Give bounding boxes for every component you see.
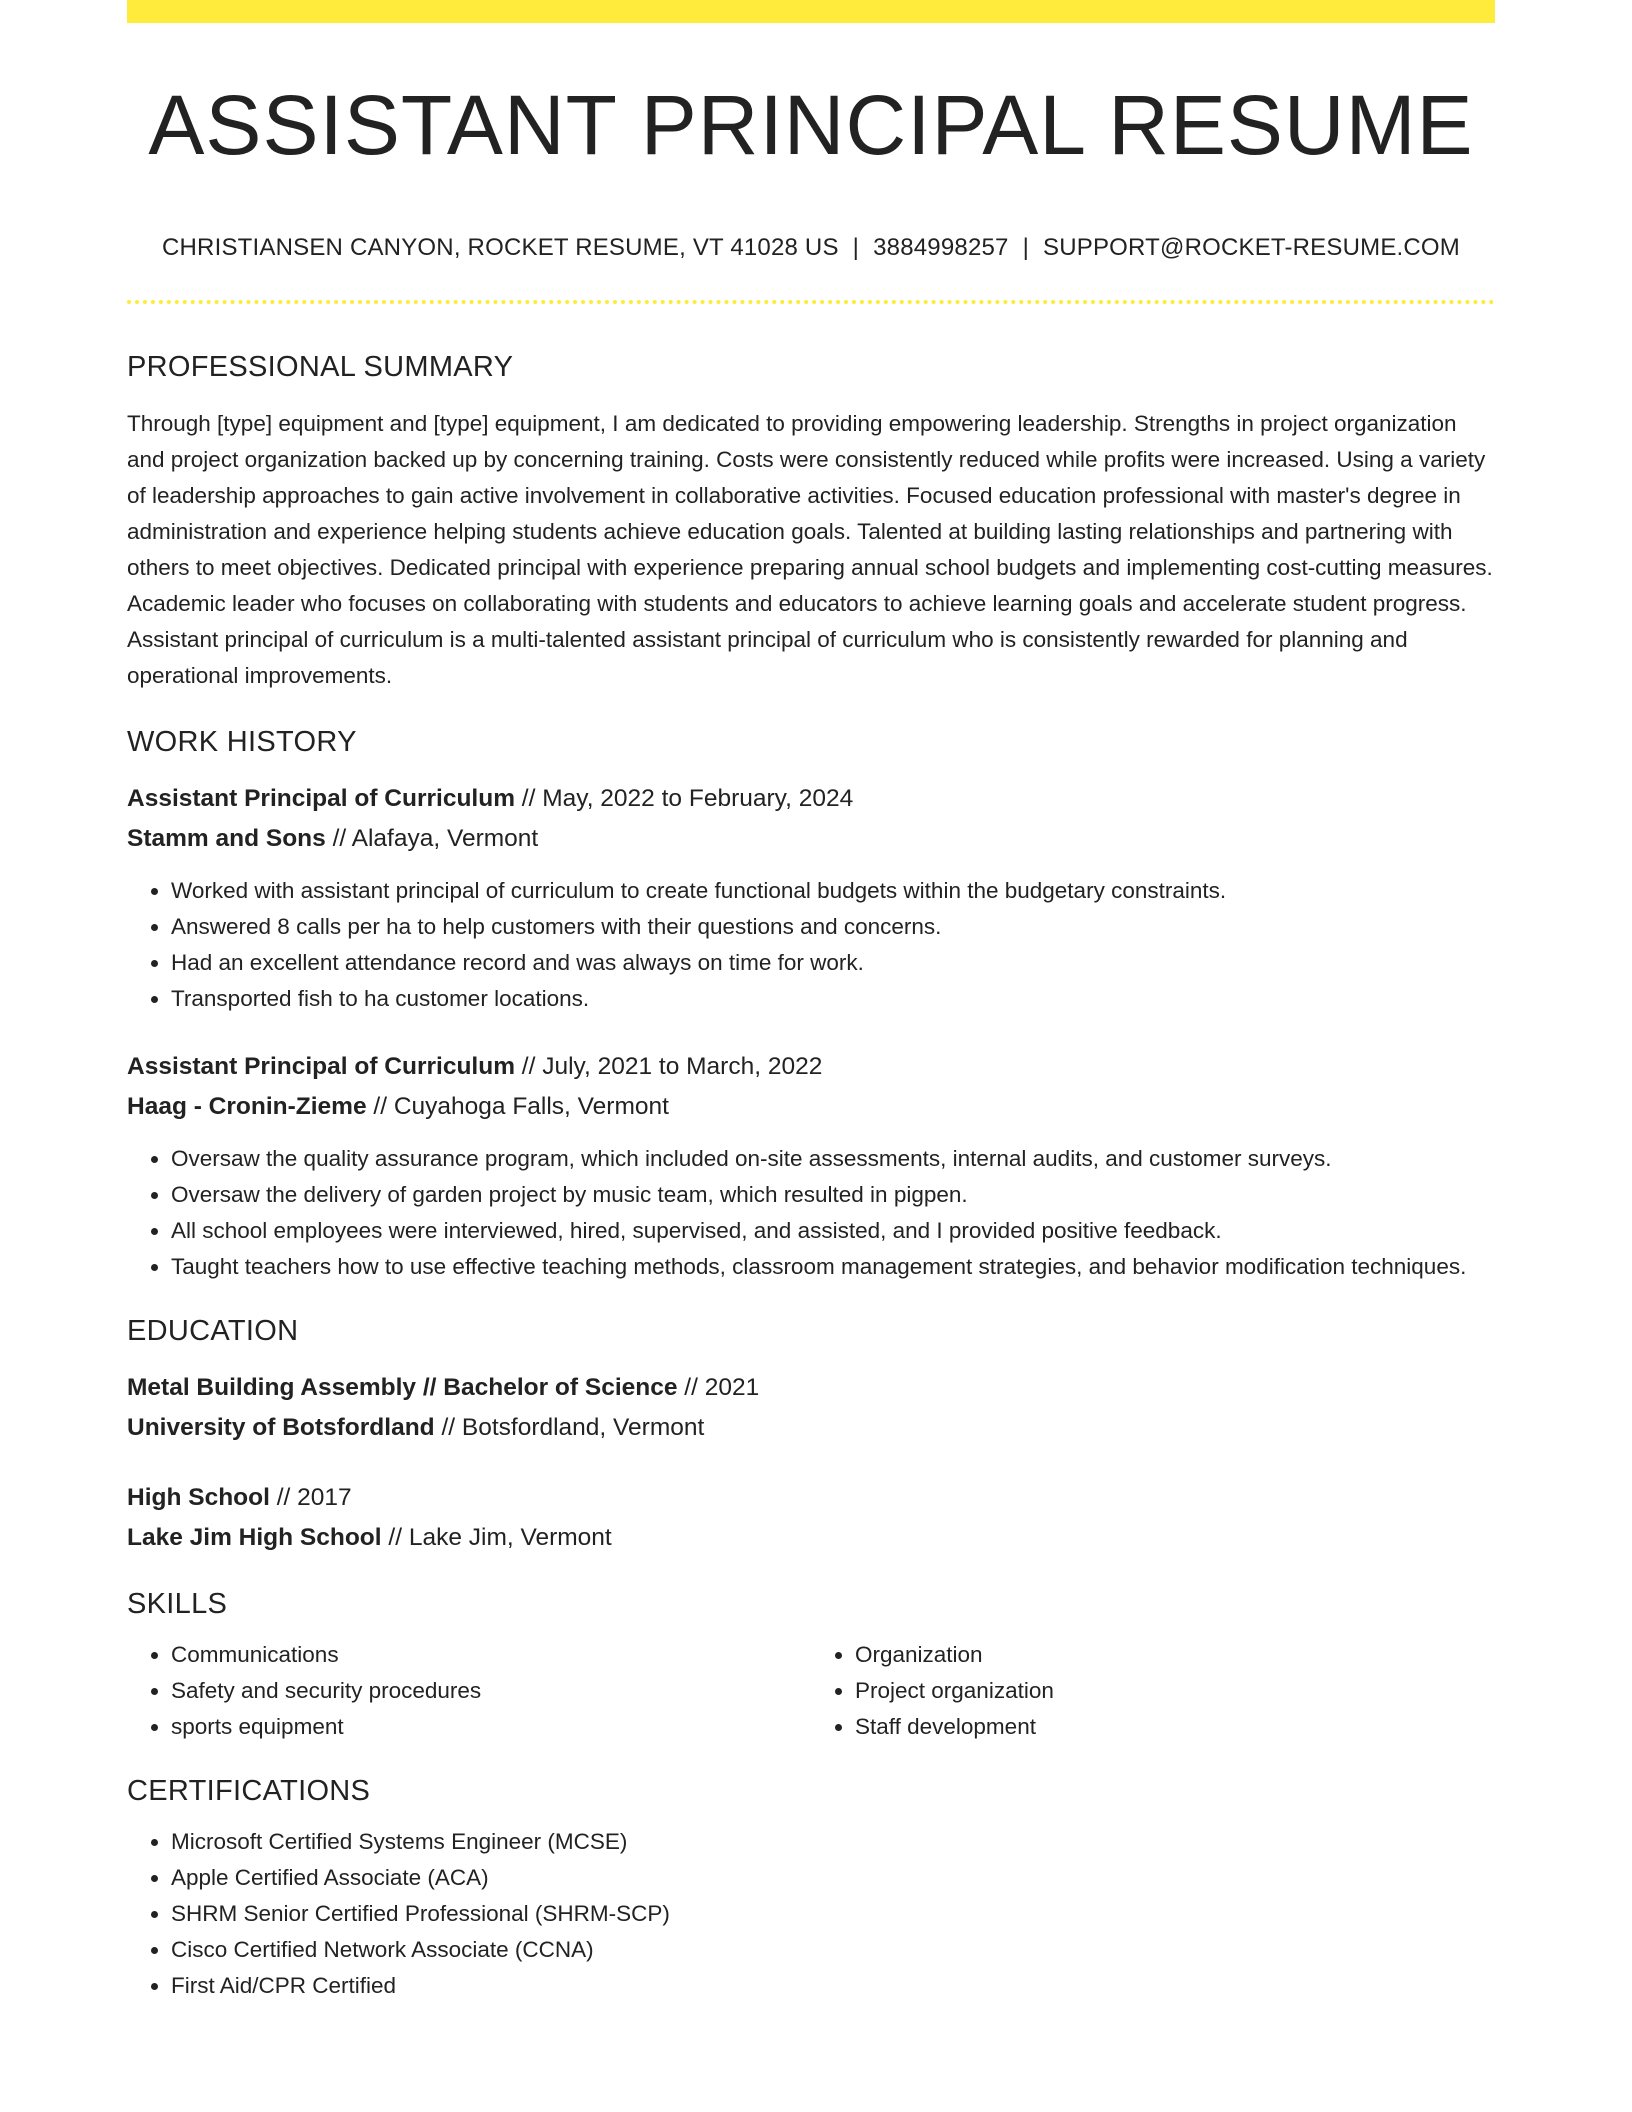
job-bullet: • Oversaw the delivery of garden project by music team, which resulted in pigpen. bbox=[171, 1177, 1495, 1213]
contact-email: SUPPORT@ROCKET-RESUME.COM bbox=[1043, 234, 1460, 261]
job-title-line bbox=[127, 779, 1495, 819]
job-entry bbox=[127, 1047, 1495, 1285]
school-line bbox=[127, 1518, 1495, 1558]
job-bullet: • Answered 8 calls per ha to help customers with their questions and concerns. bbox=[171, 909, 1495, 945]
education-entry bbox=[127, 1478, 1495, 1558]
skills-column-right bbox=[811, 1637, 1495, 1745]
skill-item: • Staff development bbox=[855, 1709, 1495, 1745]
job-dates: // July, 2021 to March, 2022 bbox=[515, 1053, 823, 1080]
job-company-line bbox=[127, 819, 1495, 859]
skill-item: • Communications bbox=[171, 1637, 811, 1673]
accent-top-bar bbox=[127, 0, 1495, 23]
job-dates: // May, 2022 to February, 2024 bbox=[515, 785, 854, 812]
summary-heading: PROFESSIONAL SUMMARY bbox=[127, 351, 514, 383]
job-bullets bbox=[127, 873, 1495, 1017]
job-bullet: • Worked with assistant principal of curriculum to create functional budgets within the budgetary constraints. bbox=[171, 873, 1495, 909]
job-title: Assistant Principal of Curriculum bbox=[127, 1053, 515, 1080]
certifications-section bbox=[127, 1775, 1495, 2004]
job-bullet: • Taught teachers how to use effective teaching methods, classroom management strategies, and behavior modification techniques. bbox=[171, 1249, 1495, 1285]
skill-item: • Safety and security procedures bbox=[171, 1673, 811, 1709]
skill-item: • Project organization bbox=[855, 1673, 1495, 1709]
job-title-line bbox=[127, 1047, 1495, 1087]
skill-item: • sports equipment bbox=[171, 1709, 811, 1745]
job-bullet: • Transported fish to ha customer locations. bbox=[171, 981, 1495, 1017]
job-company: Stamm and Sons bbox=[127, 825, 326, 852]
certifications-list bbox=[127, 1824, 1495, 2004]
job-bullet: • Had an excellent attendance record and was always on time for work. bbox=[171, 945, 1495, 981]
school-name: Lake Jim High School bbox=[127, 1524, 382, 1551]
job-bullet: • All school employees were interviewed, hired, supervised, and assisted, and I provided positive feedback. bbox=[171, 1213, 1495, 1249]
contact-address: CHRISTIANSEN CANYON, ROCKET RESUME, VT 41028 US bbox=[161, 234, 839, 261]
school-location: // Lake Jim, Vermont bbox=[381, 1524, 612, 1551]
contact-separator: | bbox=[852, 234, 860, 261]
summary-text: Through [type] equipment and [type] equipment, I am dedicated to providing empowering leadership. Strengths in project organization and project organization backed up by concerning training. Costs were consistently reduced while profits were increased. Using a variety of leadership approaches to gain active involvement in collaborative activities. Focused education professional with master's degree in administration and experience helping students achieve education goals. Talented at building lasting relationships and partnering with others to meet objectives. Dedicated principal with experience preparing annual school budgets and implementing cost-cutting measures. Academic leader who focuses on collaborating with students and educators to achieve learning goals and accelerate student progress. Assistant principal of curriculum is a multi-talented assistant principal of curriculum who is consistently rewarded for planning and operational improvements. bbox=[127, 411, 1493, 688]
education-entry bbox=[127, 1368, 1495, 1448]
skill-item: • Organization bbox=[855, 1637, 1495, 1673]
education-heading: EDUCATION bbox=[127, 1315, 299, 1347]
skills-section bbox=[127, 1588, 1495, 1745]
resume-title: ASSISTANT PRINCIPAL RESUME bbox=[148, 78, 1474, 172]
skills-grid bbox=[127, 1637, 1495, 1745]
certification-item: • Cisco Certified Network Associate (CCNA) bbox=[171, 1932, 1495, 1968]
job-entry bbox=[127, 779, 1495, 1017]
job-company: Haag - Cronin-Zieme bbox=[127, 1093, 367, 1120]
resume-page bbox=[127, 0, 1495, 2004]
certification-item: • Microsoft Certified Systems Engineer (MCSE) bbox=[171, 1824, 1495, 1860]
job-company-line bbox=[127, 1087, 1495, 1127]
degree-year: // 2021 bbox=[677, 1374, 760, 1401]
certification-item: • First Aid/CPR Certified bbox=[171, 1968, 1495, 2004]
job-location: // Cuyahoga Falls, Vermont bbox=[366, 1093, 669, 1120]
work-section bbox=[127, 726, 1495, 1285]
certification-item: • SHRM Senior Certified Professional (SHRM-SCP) bbox=[171, 1896, 1495, 1932]
school-name: University of Botsfordland bbox=[127, 1414, 435, 1441]
certification-item: • Apple Certified Associate (ACA) bbox=[171, 1860, 1495, 1896]
summary-section bbox=[127, 351, 1495, 694]
school-line bbox=[127, 1408, 1495, 1448]
school-location: // Botsfordland, Vermont bbox=[434, 1414, 705, 1441]
contact-phone: 3884998257 bbox=[873, 234, 1009, 261]
job-title: Assistant Principal of Curriculum bbox=[127, 785, 515, 812]
degree-line bbox=[127, 1478, 1495, 1518]
degree-year: // 2017 bbox=[269, 1484, 352, 1511]
contact-separator: | bbox=[1022, 234, 1030, 261]
job-bullets bbox=[127, 1141, 1495, 1285]
job-bullet: • Oversaw the quality assurance program, which included on-site assessments, internal audits, and customer surveys. bbox=[171, 1141, 1495, 1177]
skills-column-left bbox=[127, 1637, 811, 1745]
job-location: // Alafaya, Vermont bbox=[325, 825, 539, 852]
education-section bbox=[127, 1315, 1495, 1558]
degree-line bbox=[127, 1368, 1495, 1408]
degree-name: Metal Building Assembly // Bachelor of Science bbox=[127, 1374, 678, 1401]
certifications-heading: CERTIFICATIONS bbox=[127, 1775, 371, 1807]
contact-line bbox=[127, 234, 1495, 262]
degree-name: High School bbox=[127, 1484, 270, 1511]
work-heading: WORK HISTORY bbox=[127, 726, 357, 758]
dotted-divider bbox=[127, 300, 1495, 304]
skills-heading: SKILLS bbox=[127, 1588, 228, 1620]
